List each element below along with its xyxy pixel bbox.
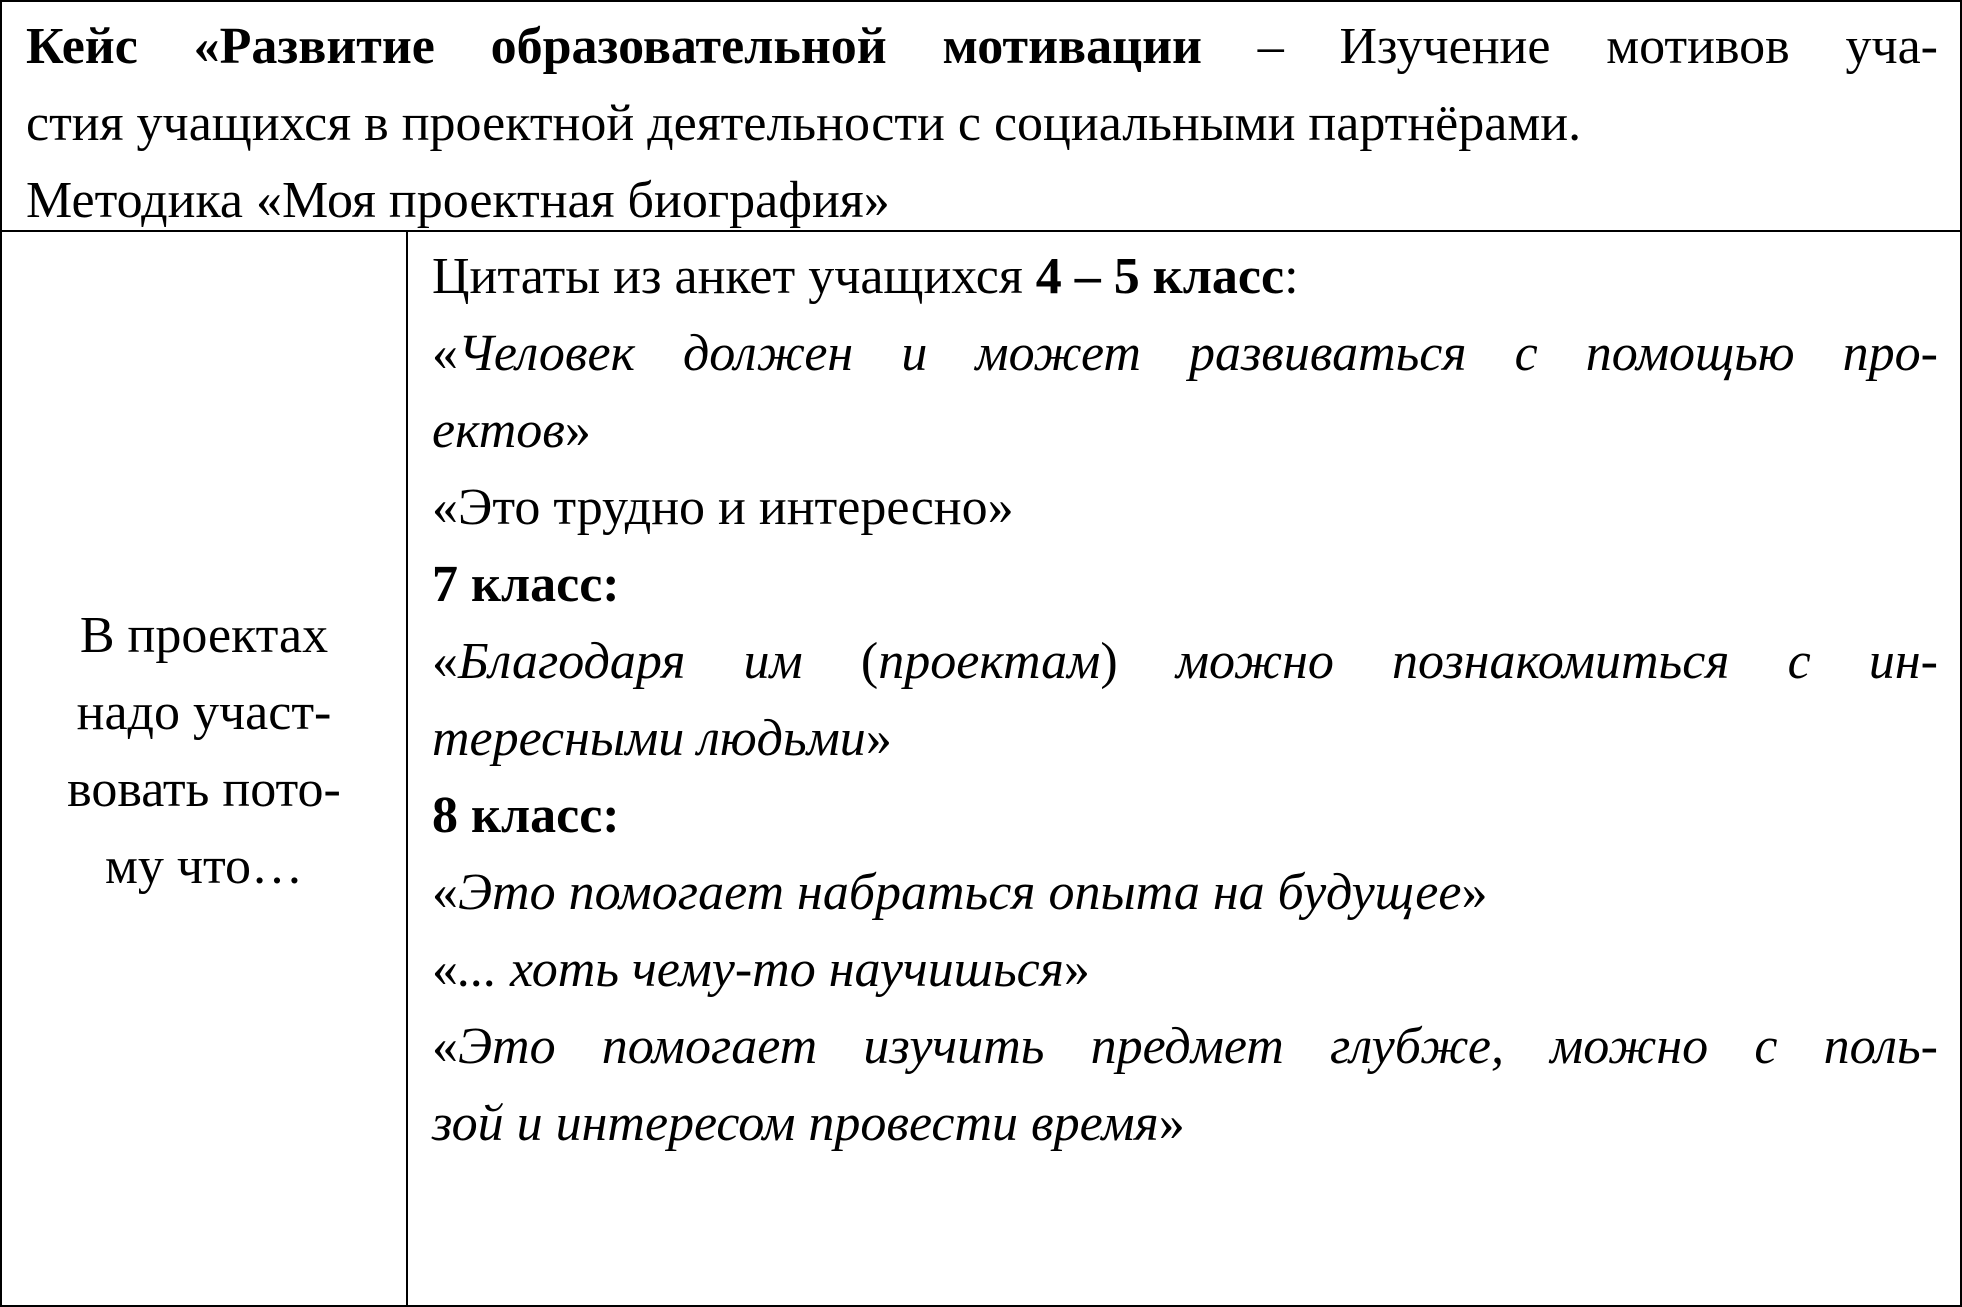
- quote-open-mark: «: [432, 633, 458, 690]
- header-line-2: стия учащихся в проектной деятельности с социальными партнёрами.: [26, 95, 1582, 152]
- quote-5-text: ... хоть чему-то научишься: [458, 941, 1064, 998]
- quote-6-line-2: [432, 1085, 1938, 1162]
- quote-3-line-1: [432, 623, 1938, 700]
- quote-4: [432, 854, 1938, 931]
- quote-6-text-end: зой и интересом провести время: [432, 1095, 1159, 1152]
- quote-3-text-end: тересными людьми: [432, 710, 866, 767]
- grade-7-label: 7 класс:: [432, 556, 620, 613]
- quotes-intro-colon: :: [1284, 248, 1299, 305]
- case-title: Кейс «Развитие образовательной мотивации: [26, 18, 1203, 75]
- quote-2: «Это трудно и интересно»: [432, 479, 1014, 536]
- quote-1-line-1: [432, 315, 1938, 392]
- quotes-cell: [408, 232, 1960, 1307]
- prompt-cell: [2, 232, 408, 1307]
- quote-3-text-c: можно познакомиться с ин-: [1117, 633, 1938, 690]
- quote-open-mark: «: [432, 864, 458, 921]
- header-line-1: [26, 8, 1938, 85]
- quote-1-text: Человек должен и может развиваться с помощью про-: [458, 325, 1938, 382]
- quote-5: [432, 931, 1938, 1008]
- prompt-text: [67, 597, 341, 905]
- quotes-intro: [432, 238, 1938, 315]
- prompt-line: В проектах: [79, 606, 329, 664]
- quote-3-text-a: Благодаря им: [458, 633, 861, 690]
- quote-1-text-end: ектов: [432, 402, 565, 459]
- quote-3-text-b: проектам: [878, 633, 1101, 690]
- quote-3-line-2: [432, 700, 1938, 777]
- quote-4-text: Это помогает набраться опыта на будущее: [458, 864, 1462, 921]
- quote-open-mark: «: [432, 1018, 458, 1075]
- quote-6-line-1: [432, 1008, 1938, 1085]
- quotes-intro-text: Цитаты из анкет учащихся: [432, 248, 1036, 305]
- quote-1-line-2: [432, 392, 1938, 469]
- quote-6-text: Это помогает изучить предмет глубже, можно с поль-: [458, 1018, 1938, 1075]
- paren-close: ): [1100, 633, 1118, 690]
- prompt-line: вовать пото-: [67, 760, 341, 818]
- case-header-cell: [2, 2, 1960, 232]
- grade-4-5-label: 4 – 5 класс: [1035, 248, 1285, 305]
- quote-open-mark: «: [432, 325, 458, 382]
- prompt-line: надо участ-: [76, 683, 332, 741]
- case-subtitle-start: – Изучение мотивов уча-: [1202, 18, 1939, 75]
- quote-close-mark: »: [865, 710, 892, 767]
- quote-open-mark: «: [432, 941, 458, 998]
- grade-8-label: 8 класс:: [432, 787, 620, 844]
- quote-close-mark: »: [1158, 1095, 1185, 1152]
- header-line-3: Методика «Моя проектная биография»: [26, 172, 890, 229]
- quote-close-mark: »: [1461, 864, 1488, 921]
- paren-open: (: [860, 633, 879, 690]
- quote-close-mark: »: [564, 402, 591, 459]
- prompt-line: му что…: [104, 837, 304, 895]
- quote-close-mark: »: [1063, 941, 1090, 998]
